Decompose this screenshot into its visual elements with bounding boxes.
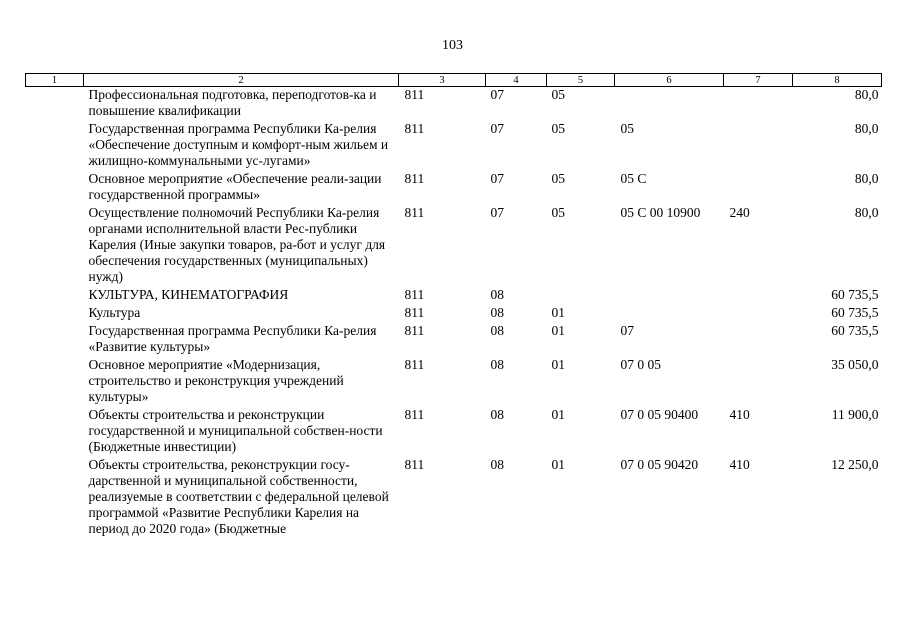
expense-type-code bbox=[724, 119, 793, 169]
column-header: 5 bbox=[547, 74, 615, 87]
row-number-cell bbox=[26, 405, 84, 455]
target-article-code: 05 С 00 10900 bbox=[620, 205, 701, 220]
item-name: Осуществление полномочий Республики Ка-релия органами исполнительной власти Рес-публики Карелия (Иные закупки товаров, ра-бот и услуг для обеспечения государственных (муниципальных) нужд) bbox=[88, 205, 386, 284]
amount: 60 735,5 bbox=[831, 305, 879, 320]
column-header: 1 bbox=[26, 74, 84, 87]
item-name: Государственная программа Республики Ка-релия «Обеспечение доступным и комфорт-ным жильем и жилищно-коммунальными ус-лугами» bbox=[88, 121, 389, 168]
subsection-code: 01 bbox=[551, 357, 565, 372]
subsection-code: 01 bbox=[551, 305, 565, 320]
expense-type-code bbox=[724, 355, 793, 405]
chapter-code: 811 bbox=[404, 357, 425, 372]
row-number-cell bbox=[26, 169, 84, 203]
subsection-code bbox=[547, 285, 615, 303]
target-article-code: 05 С bbox=[620, 171, 647, 186]
row-number-cell bbox=[26, 87, 84, 120]
table-row bbox=[26, 203, 882, 285]
table-row bbox=[26, 455, 882, 537]
expense-type-code bbox=[724, 285, 793, 303]
budget-table-body bbox=[26, 87, 882, 538]
section-code: 07 bbox=[490, 121, 504, 136]
budget-table bbox=[25, 73, 882, 537]
section-code: 08 bbox=[490, 407, 504, 422]
subsection-code: 01 bbox=[551, 323, 565, 338]
subsection-code: 05 bbox=[551, 205, 565, 220]
chapter-code: 811 bbox=[404, 87, 425, 102]
table-row bbox=[26, 405, 882, 455]
column-header: 2 bbox=[84, 74, 399, 87]
item-name: Культура bbox=[88, 305, 141, 320]
row-number-cell bbox=[26, 203, 84, 285]
expense-type-code bbox=[724, 321, 793, 355]
target-article-code: 05 bbox=[620, 121, 634, 136]
amount: 60 735,5 bbox=[831, 323, 879, 338]
target-article-code bbox=[615, 87, 724, 120]
amount: 60 735,5 bbox=[831, 287, 879, 302]
table-row bbox=[26, 87, 882, 120]
section-code: 07 bbox=[490, 87, 504, 102]
section-code: 08 bbox=[490, 305, 504, 320]
target-article-code bbox=[615, 303, 724, 321]
row-number-cell bbox=[26, 119, 84, 169]
chapter-code: 811 bbox=[404, 407, 425, 422]
row-number-cell bbox=[26, 285, 84, 303]
amount: 80,0 bbox=[854, 87, 879, 102]
table-row bbox=[26, 119, 882, 169]
subsection-code: 05 bbox=[551, 121, 565, 136]
row-number-cell bbox=[26, 355, 84, 405]
chapter-code: 811 bbox=[404, 121, 425, 136]
item-name: Профессиональная подготовка, переподготов-ка и повышение квалификации bbox=[88, 87, 377, 118]
section-code: 08 bbox=[490, 323, 504, 338]
expense-type-code: 240 bbox=[729, 205, 750, 220]
subsection-code: 01 bbox=[551, 457, 565, 472]
column-header: 6 bbox=[615, 74, 724, 87]
section-code: 07 bbox=[490, 205, 504, 220]
chapter-code: 811 bbox=[404, 287, 425, 302]
amount: 35 050,0 bbox=[831, 357, 879, 372]
table-row bbox=[26, 303, 882, 321]
section-code: 08 bbox=[490, 287, 504, 302]
row-number-cell bbox=[26, 321, 84, 355]
chapter-code: 811 bbox=[404, 305, 425, 320]
table-row bbox=[26, 321, 882, 355]
table-row bbox=[26, 169, 882, 203]
target-article-code bbox=[615, 285, 724, 303]
expense-type-code bbox=[724, 169, 793, 203]
section-code: 08 bbox=[490, 457, 504, 472]
chapter-code: 811 bbox=[404, 205, 425, 220]
page-number: 103 bbox=[442, 38, 463, 53]
target-article-code: 07 0 05 90420 bbox=[620, 457, 699, 472]
expense-type-code bbox=[724, 303, 793, 321]
chapter-code: 811 bbox=[404, 457, 425, 472]
column-header: 8 bbox=[793, 74, 882, 87]
amount: 80,0 bbox=[854, 171, 879, 186]
row-number-cell bbox=[26, 455, 84, 537]
target-article-code: 07 bbox=[620, 323, 634, 338]
item-name: Объекты строительства, реконструкции госу-дарственной и муниципальной собственности, реализуемые в соответствии с федеральной целевой программой «Развитие Республики Карелия на период до 2020 года» (Бюджетные bbox=[88, 457, 389, 536]
item-name: Объекты строительства и реконструкции государственной и муниципальной собствен-ности (Бюджетные инвестиции) bbox=[88, 407, 383, 454]
amount: 12 250,0 bbox=[831, 457, 879, 472]
item-name: Основное мероприятие «Обеспечение реали-зации государственной программы» bbox=[88, 171, 382, 202]
target-article-code: 07 0 05 bbox=[620, 357, 661, 372]
subsection-code: 05 bbox=[551, 87, 565, 102]
section-code: 08 bbox=[490, 357, 504, 372]
item-name: Основное мероприятие «Модернизация, строительство и реконструкция учреждений культуры» bbox=[88, 357, 344, 404]
expense-type-code: 410 bbox=[729, 457, 750, 472]
subsection-code: 01 bbox=[551, 407, 565, 422]
amount: 80,0 bbox=[854, 205, 879, 220]
amount: 11 900,0 bbox=[831, 407, 879, 422]
expense-type-code: 410 bbox=[729, 407, 750, 422]
column-header: 7 bbox=[724, 74, 793, 87]
expense-type-code bbox=[724, 87, 793, 120]
table-row bbox=[26, 285, 882, 303]
section-code: 07 bbox=[490, 171, 504, 186]
chapter-code: 811 bbox=[404, 171, 425, 186]
target-article-code: 07 0 05 90400 bbox=[620, 407, 699, 422]
subsection-code: 05 bbox=[551, 171, 565, 186]
table-row bbox=[26, 355, 882, 405]
column-header: 3 bbox=[399, 74, 486, 87]
row-number-cell bbox=[26, 303, 84, 321]
column-number-row bbox=[26, 74, 882, 87]
column-header: 4 bbox=[486, 74, 547, 87]
chapter-code: 811 bbox=[404, 323, 425, 338]
item-name: Государственная программа Республики Ка-релия «Развитие культуры» bbox=[88, 323, 377, 354]
item-name: КУЛЬТУРА, КИНЕМАТОГРАФИЯ bbox=[88, 287, 289, 302]
amount: 80,0 bbox=[854, 121, 879, 136]
